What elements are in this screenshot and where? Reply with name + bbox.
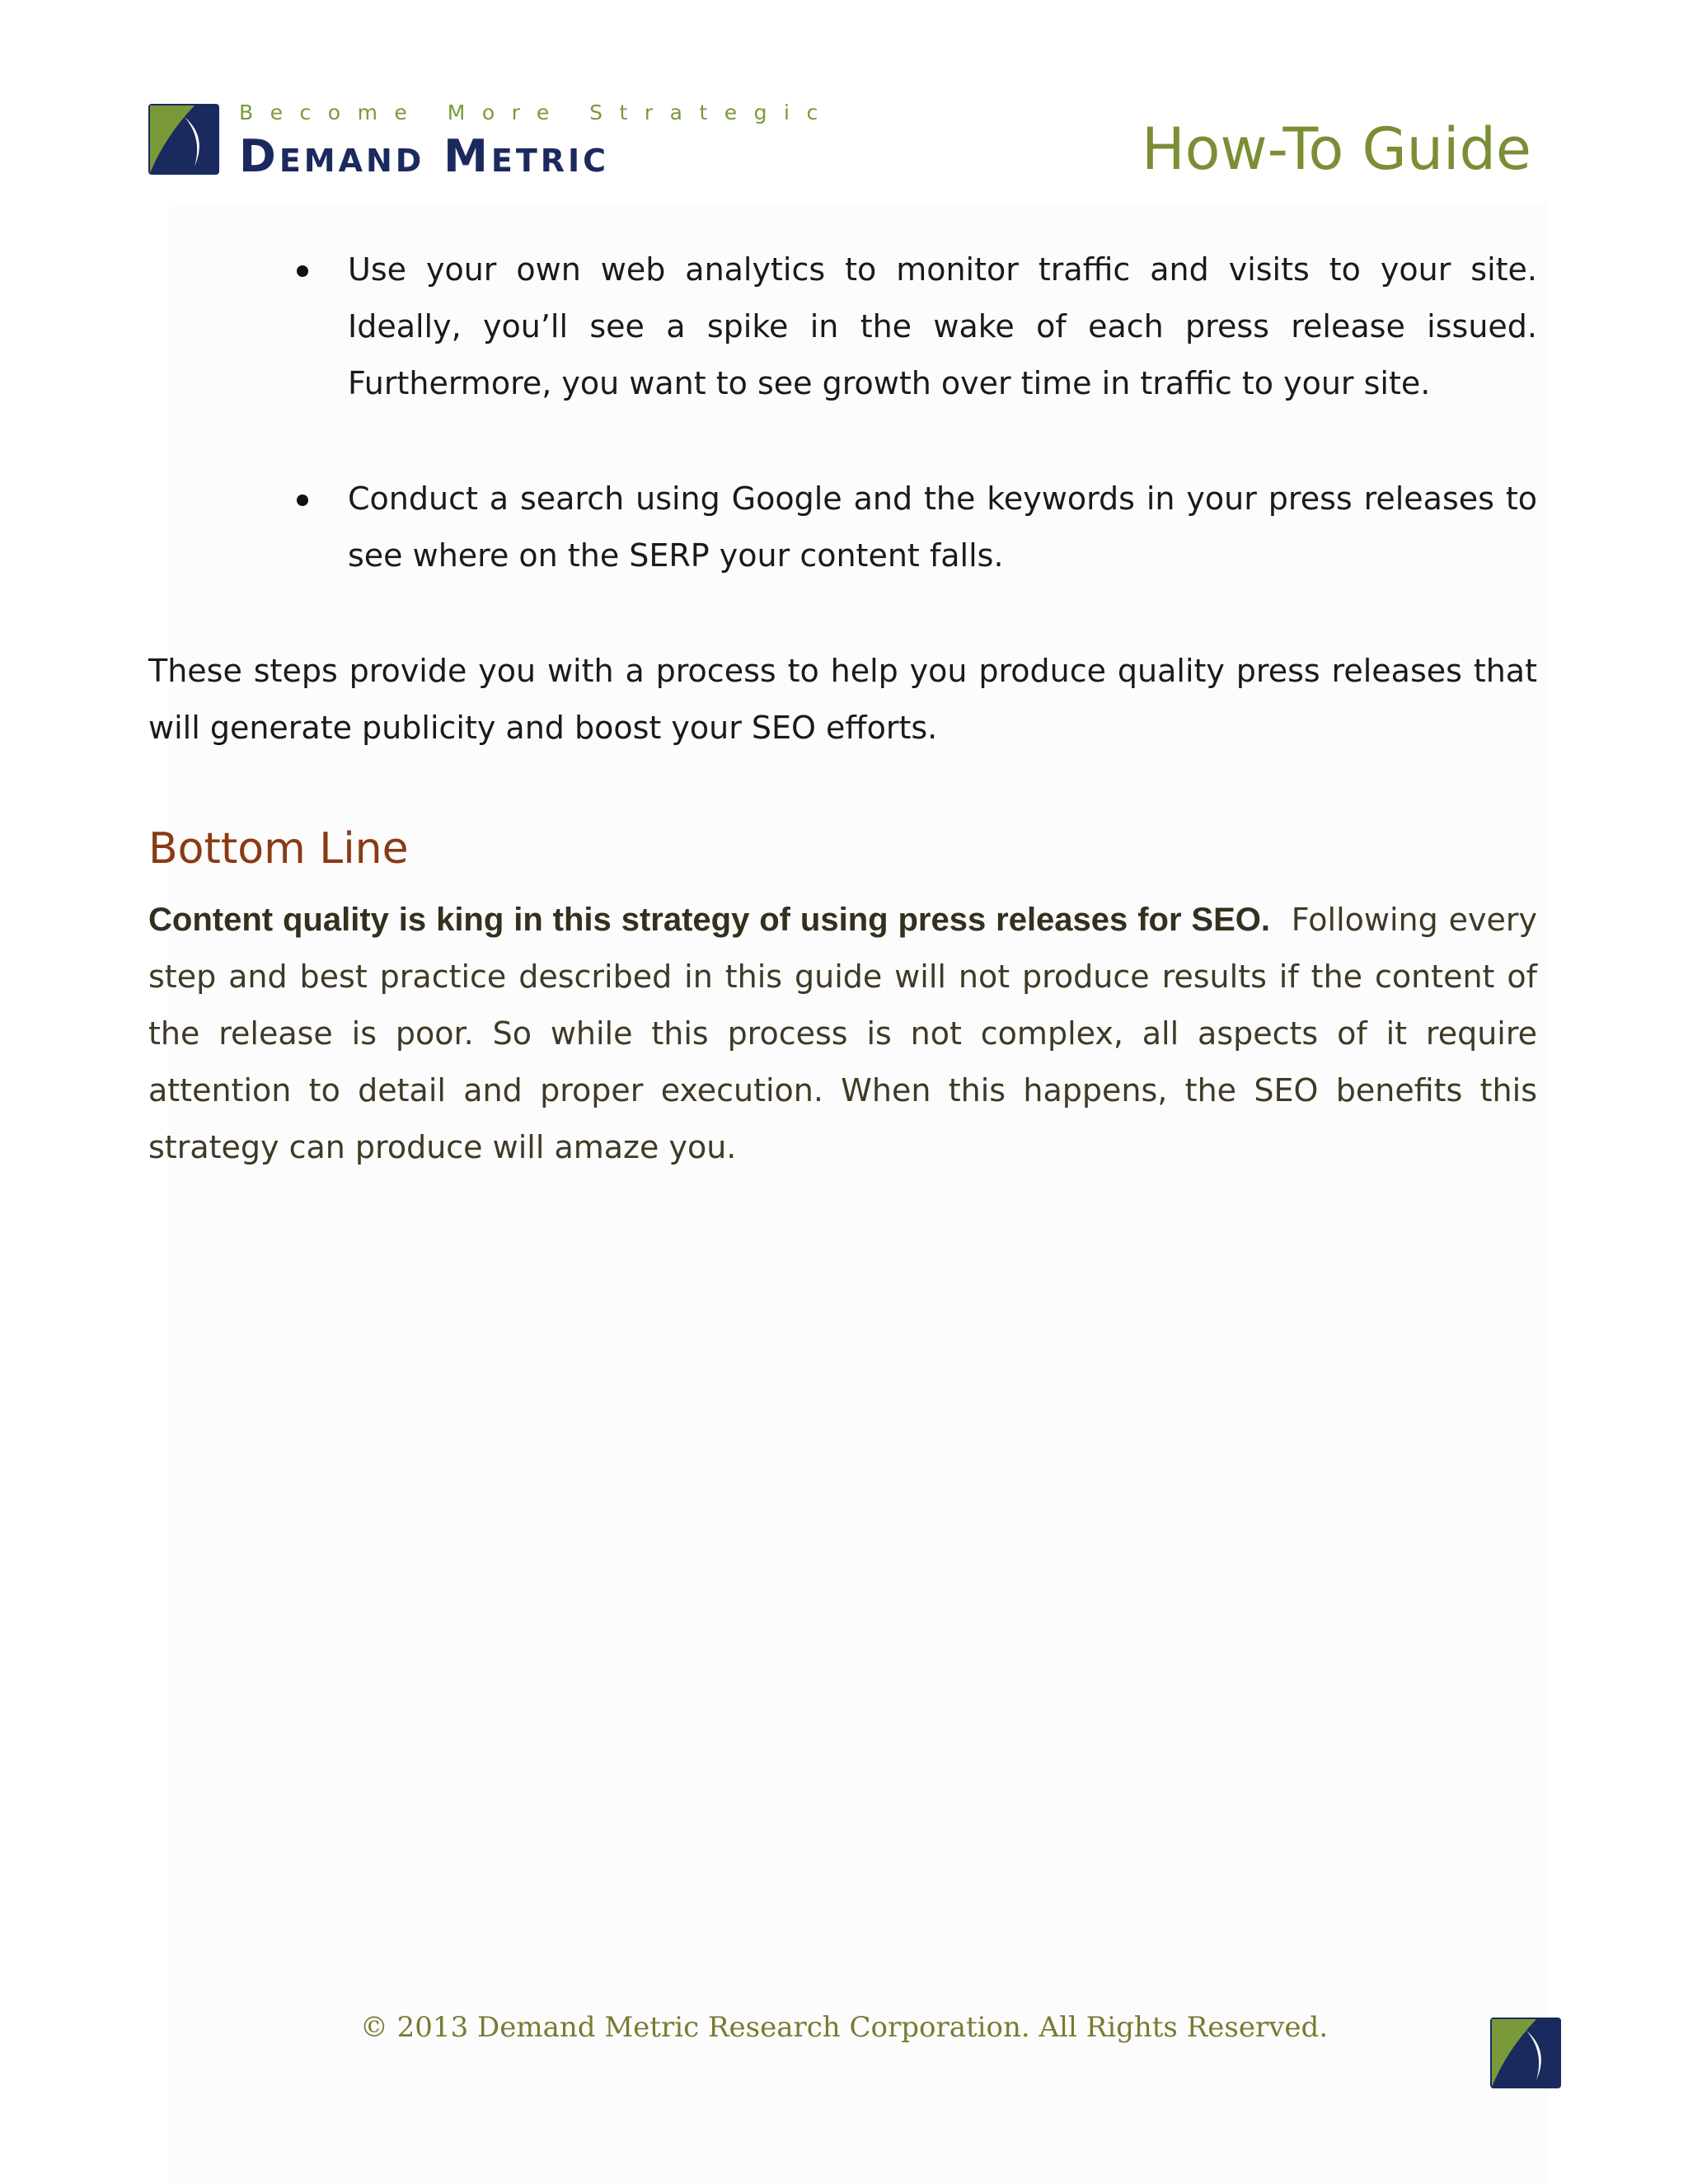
bottom-line-paragraph (148, 892, 1537, 1176)
demand-metric-logo-icon (148, 104, 219, 175)
logo-tagline: Become More Strategic (239, 101, 835, 124)
demand-metric-logo (148, 101, 835, 182)
footer-copyright: © 2013 Demand Metric Research Corporation. All Rights Reserved. (359, 2011, 1329, 2044)
bottom-line-lead: Content quality is king in this strategy of using press releases for SEO. (148, 902, 1271, 938)
guide-title: How-To Guide (1141, 115, 1531, 183)
logo-wordmark: Demand Metric (239, 130, 610, 182)
bottom-line-body: Following every step and best practice described in this guide will not produce results if the content of the release is poor. So while this process is not complex, all aspects of it require attention to detail and proper execution. When this happens, the SEO benefits this strategy can produce will amaze you. (148, 902, 1537, 1165)
bullet-icon (297, 265, 308, 277)
bullet-icon (297, 494, 308, 506)
summary-paragraph: These steps provide you with a process to help you produce quality press releases that will generate publicity and boost your SEO efforts. (148, 653, 1537, 746)
demand-metric-mark-icon (1490, 2018, 1561, 2088)
bullet-text: Conduct a search using Google and the keywords in your press releases to see where on the SERP your content falls. (348, 480, 1537, 574)
bullet-text: Use your own web analytics to monitor traffic and visits to your site. Ideally, you’ll see a spike in the wake of each press release issued. Furthermore, you want to see growth over time in traffic to your site. (348, 251, 1537, 401)
section-heading: Bottom Line (148, 824, 409, 874)
